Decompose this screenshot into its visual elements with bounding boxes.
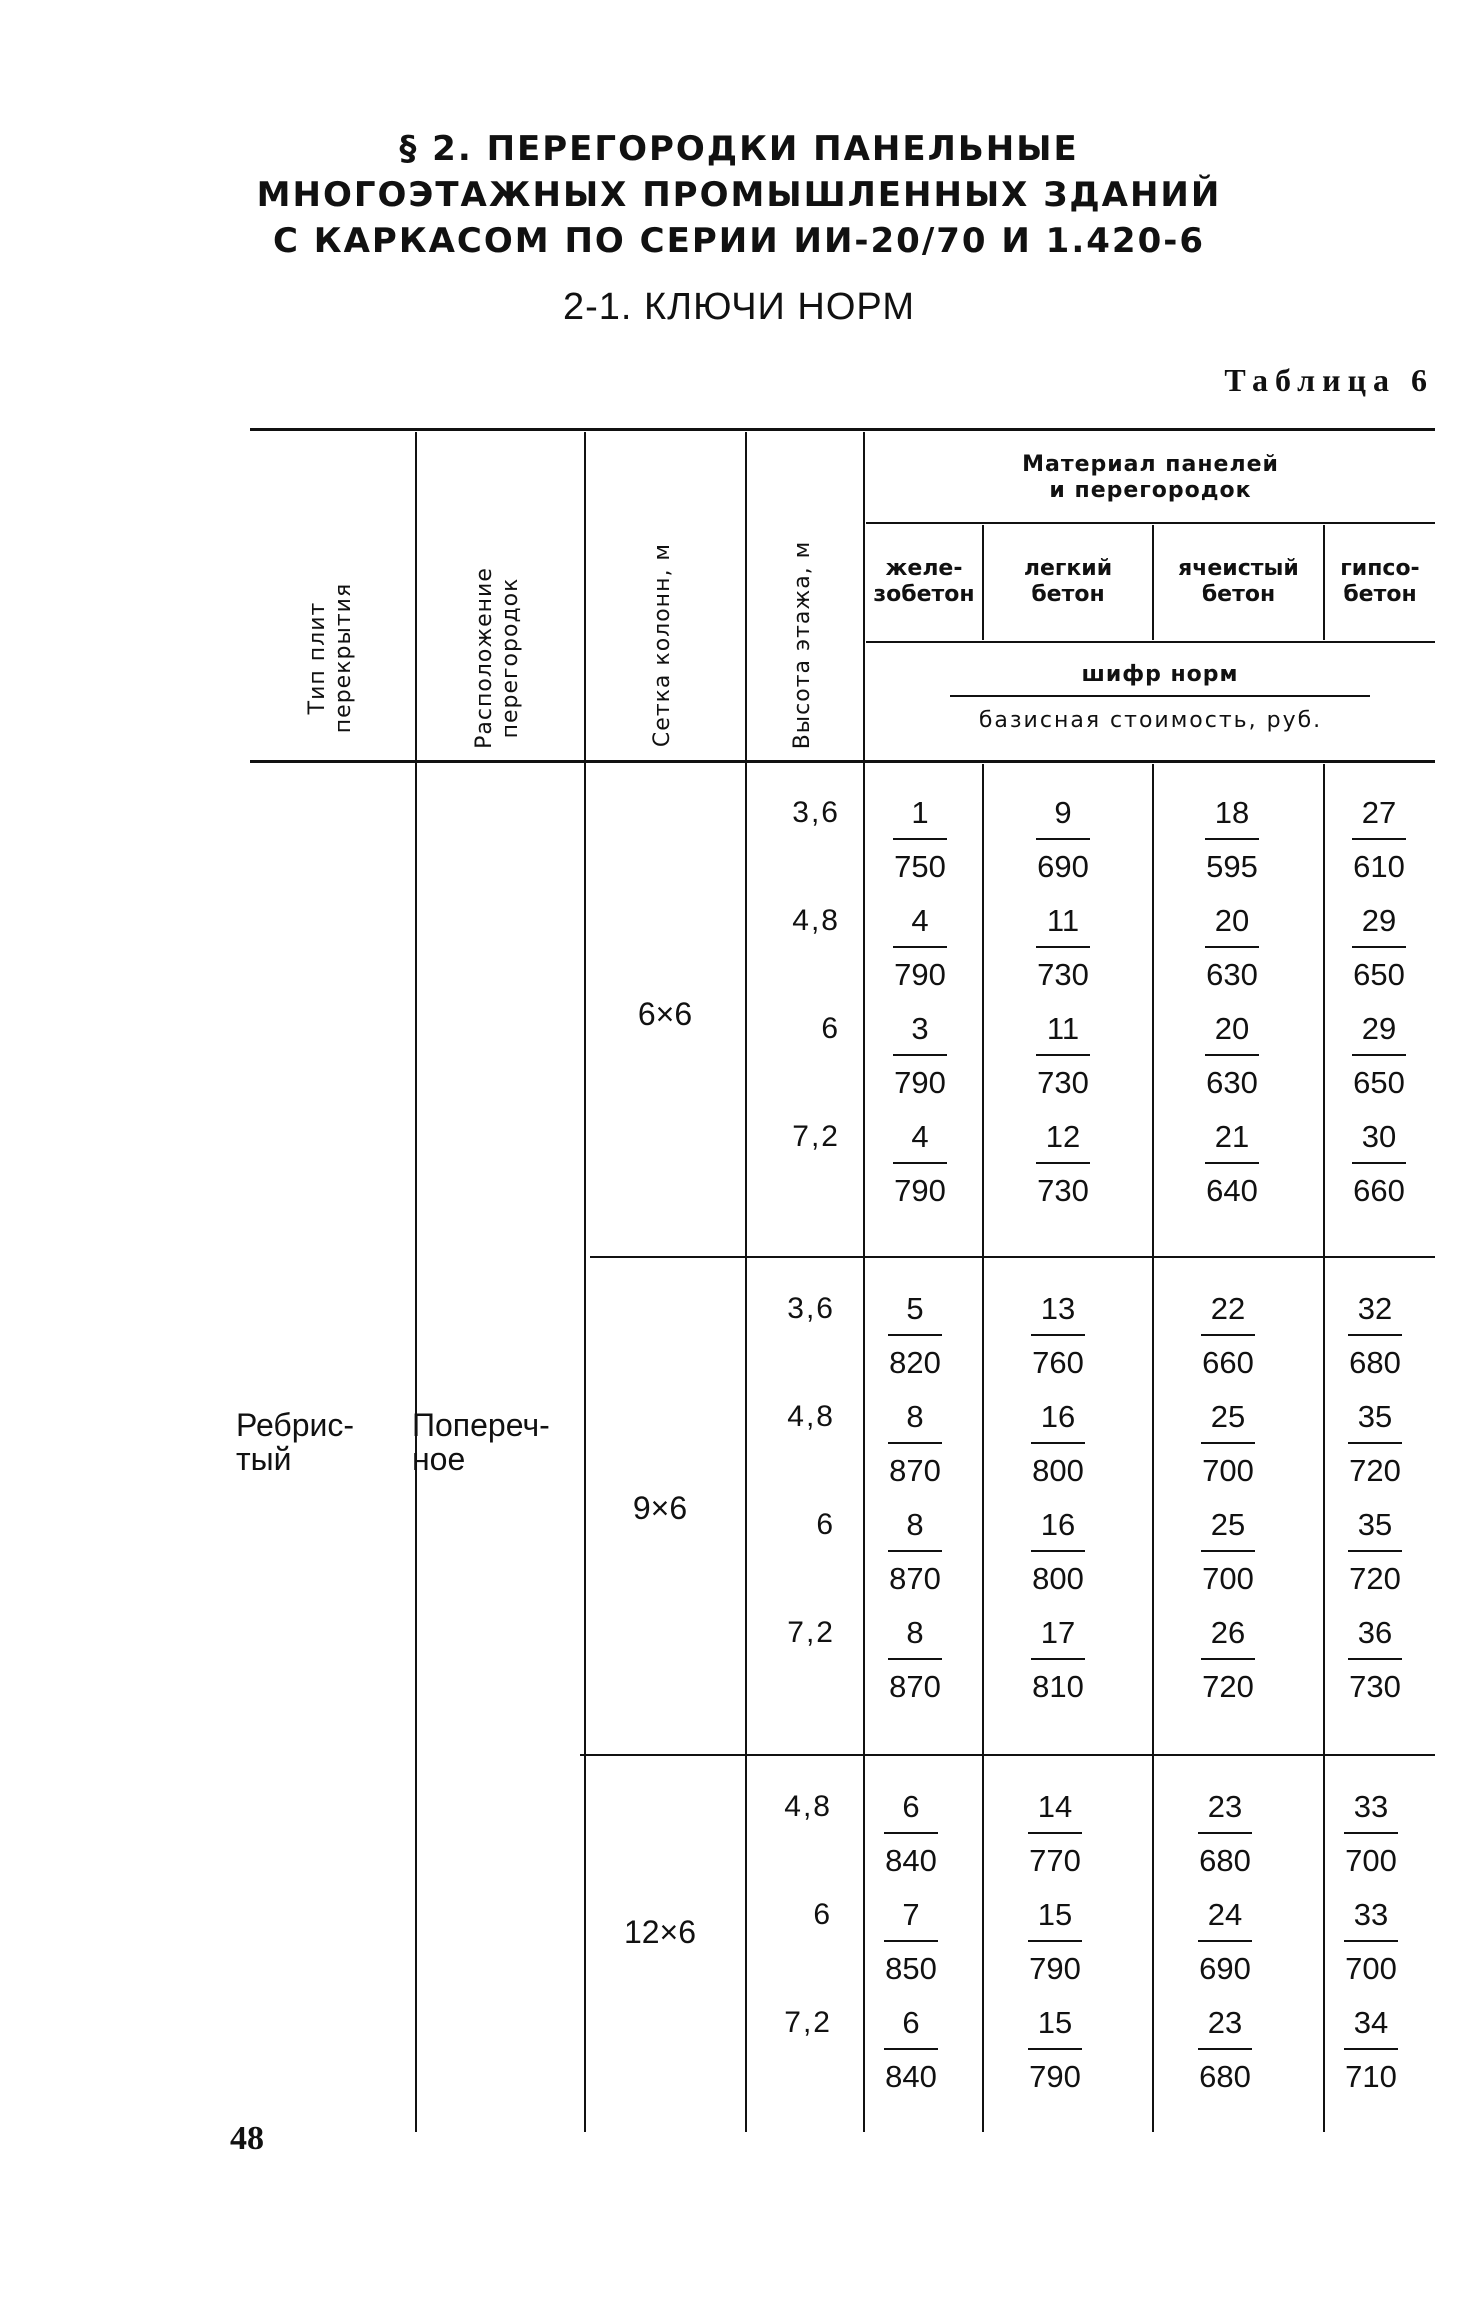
norm-code: 23 xyxy=(1207,1789,1243,1824)
base-cost: 595 xyxy=(1206,849,1258,884)
base-cost: 690 xyxy=(1037,849,1089,884)
base-cost: 730 xyxy=(1037,1065,1089,1100)
base-cost: 840 xyxy=(885,2059,937,2094)
fraction-bar xyxy=(1344,1832,1398,1834)
norm-entry xyxy=(1187,794,1277,886)
norm-code: 4 xyxy=(911,903,929,938)
norm-code: 29 xyxy=(1361,1011,1397,1046)
norm-code: 35 xyxy=(1357,1399,1393,1434)
norm-code: 16 xyxy=(1040,1507,1076,1542)
floor-height: 3,6 xyxy=(792,796,840,829)
norm-entry xyxy=(875,902,965,994)
fraction-bar xyxy=(888,1550,942,1552)
norm-entry xyxy=(870,1290,960,1382)
norm-code: 14 xyxy=(1037,1789,1073,1824)
norm-code: 34 xyxy=(1353,2005,1389,2040)
fraction-bar xyxy=(884,1940,938,1942)
fraction-bar xyxy=(888,1658,942,1660)
norm-entry xyxy=(1326,2004,1416,2096)
fraction-bar xyxy=(1036,838,1090,840)
norm-code: 11 xyxy=(1046,903,1080,938)
fraction-bar xyxy=(1344,2048,1398,2050)
fraction-bar xyxy=(1036,1162,1090,1164)
norm-code: 18 xyxy=(1214,795,1250,830)
fraction-bar xyxy=(1036,1054,1090,1056)
base-cost: 790 xyxy=(894,957,946,992)
norm-entry xyxy=(1013,1614,1103,1706)
base-cost: 870 xyxy=(889,1561,941,1596)
norm-entry xyxy=(1187,902,1277,994)
norm-code: 11 xyxy=(1046,1011,1080,1046)
fraction-bar xyxy=(1198,1940,1252,1942)
header-column-grid: Сетка колонн, м xyxy=(650,542,675,748)
norm-entry xyxy=(1013,1398,1103,1490)
norm-code: 33 xyxy=(1353,1789,1389,1824)
base-cost: 800 xyxy=(1032,1561,1084,1596)
norm-entry xyxy=(866,1788,956,1880)
fraction-bar xyxy=(1031,1658,1085,1660)
norm-entry xyxy=(1010,1788,1100,1880)
material-rule xyxy=(866,522,1435,524)
fraction-bar xyxy=(893,1162,947,1164)
floor-height: 4,8 xyxy=(784,1790,832,1823)
base-cost: 840 xyxy=(885,1843,937,1878)
base-cost: 700 xyxy=(1202,1453,1254,1488)
norm-entry xyxy=(1180,1788,1270,1880)
norm-code: 32 xyxy=(1357,1291,1393,1326)
table-top-rule xyxy=(250,428,1435,431)
row-label-placement: Попереч- ное xyxy=(412,1407,550,1477)
base-cost: 760 xyxy=(1032,1345,1084,1380)
fraction-bar xyxy=(893,946,947,948)
base-cost: 700 xyxy=(1202,1561,1254,1596)
section-heading xyxy=(0,126,1478,264)
norm-code: 25 xyxy=(1210,1399,1246,1434)
base-cost: 700 xyxy=(1345,1843,1397,1878)
fraction-bar xyxy=(1031,1334,1085,1336)
base-cost: 710 xyxy=(1345,2059,1397,2094)
base-cost: 660 xyxy=(1353,1173,1405,1208)
fraction-bar xyxy=(1201,1550,1255,1552)
base-cost: 630 xyxy=(1206,1065,1258,1100)
header-material-lightweight-concrete: легкий бетон xyxy=(1023,556,1113,607)
norm-entry xyxy=(1018,902,1108,994)
norm-code: 16 xyxy=(1040,1399,1076,1434)
fraction-bar xyxy=(1028,1832,1082,1834)
fraction-bar xyxy=(1036,946,1090,948)
base-cost: 820 xyxy=(889,1345,941,1380)
group-rule-2 xyxy=(580,1754,1435,1756)
base-cost: 680 xyxy=(1349,1345,1401,1380)
norm-code: 21 xyxy=(1214,1119,1250,1154)
norm-entry xyxy=(1183,1506,1273,1598)
norm-entry xyxy=(1326,1896,1416,1988)
norm-code: 26 xyxy=(1210,1615,1246,1650)
norm-entry xyxy=(1187,1010,1277,1102)
norm-entry xyxy=(875,1010,965,1102)
fraction-bar xyxy=(1031,1442,1085,1444)
base-cost: 730 xyxy=(1037,1173,1089,1208)
base-cost: 720 xyxy=(1349,1561,1401,1596)
base-cost: 870 xyxy=(889,1453,941,1488)
col-divider-4 xyxy=(863,432,865,2132)
norm-code: 33 xyxy=(1353,1897,1389,1932)
base-cost: 770 xyxy=(1029,1843,1081,1878)
base-cost: 690 xyxy=(1199,1951,1251,1986)
column-grid-label: 6×6 xyxy=(637,996,693,1032)
norm-entry xyxy=(1334,794,1424,886)
base-cost: 640 xyxy=(1206,1173,1258,1208)
norm-entry xyxy=(866,2004,956,2096)
norm-entry xyxy=(1330,1614,1420,1706)
norm-entry xyxy=(1330,1506,1420,1598)
norm-code: 3 xyxy=(911,1011,929,1046)
norm-entry xyxy=(1180,2004,1270,2096)
base-cost: 750 xyxy=(894,849,946,884)
norm-code: 1 xyxy=(911,795,929,830)
data-divider-3 xyxy=(1323,764,1325,2132)
fraction-bar xyxy=(1028,1940,1082,1942)
norm-entry xyxy=(1018,794,1108,886)
header-bottom-rule xyxy=(250,760,1435,763)
norm-entry xyxy=(1183,1290,1273,1382)
base-cost: 700 xyxy=(1345,1951,1397,1986)
norm-entry xyxy=(875,1118,965,1210)
fraction-bar xyxy=(1198,2048,1252,2050)
base-cost: 660 xyxy=(1202,1345,1254,1380)
norm-entry xyxy=(1013,1290,1103,1382)
norm-code: 30 xyxy=(1361,1119,1397,1154)
floor-height: 3,6 xyxy=(787,1292,835,1325)
norm-code: 8 xyxy=(906,1399,924,1434)
table-label: Таблица 6 xyxy=(1224,362,1434,398)
norm-code: 7 xyxy=(902,1897,920,1932)
data-divider-1 xyxy=(982,764,984,2132)
fraction-bar xyxy=(1352,1162,1406,1164)
page-number: 48 xyxy=(230,2120,264,2157)
group-rule-1 xyxy=(590,1256,1435,1258)
base-cost: 720 xyxy=(1349,1453,1401,1488)
header-norm-code: шифр норм xyxy=(1081,662,1239,687)
base-cost: 730 xyxy=(1349,1669,1401,1704)
data-divider-2 xyxy=(1152,764,1154,2132)
norm-code: 6 xyxy=(902,2005,920,2040)
norm-code: 29 xyxy=(1361,903,1397,938)
fraction-bar xyxy=(1205,1162,1259,1164)
fraction-bar xyxy=(1352,838,1406,840)
floor-height: 7,2 xyxy=(792,1120,840,1153)
base-cost: 680 xyxy=(1199,2059,1251,2094)
fraction-bar xyxy=(1344,1940,1398,1942)
norm-code: 36 xyxy=(1357,1615,1393,1650)
header-floor-height: Высота этажа, м xyxy=(790,540,815,750)
norm-code: 5 xyxy=(906,1291,924,1326)
fraction-bar xyxy=(888,1334,942,1336)
subsection-heading: 2-1. КЛЮЧИ НОРМ xyxy=(562,286,915,328)
norm-entry xyxy=(1334,1010,1424,1102)
heading-line-2: МНОГОЭТАЖНЫХ ПРОМЫШЛЕННЫХ ЗДАНИЙ xyxy=(256,175,1222,215)
fraction-bar xyxy=(1352,946,1406,948)
base-cost: 650 xyxy=(1353,957,1405,992)
norm-entry xyxy=(875,794,965,886)
fraction-bar xyxy=(1352,1054,1406,1056)
floor-height: 4,8 xyxy=(787,1400,835,1433)
norm-entry xyxy=(1183,1614,1273,1706)
norm-entry xyxy=(1326,1788,1416,1880)
base-cost: 850 xyxy=(885,1951,937,1986)
norm-code: 27 xyxy=(1361,795,1397,830)
fraction-bar xyxy=(1205,838,1259,840)
header-slab-type: Тип плит перекрытия xyxy=(305,582,356,734)
floor-height: 6 xyxy=(816,1508,835,1541)
norm-entry xyxy=(866,1896,956,1988)
norm-entry xyxy=(870,1614,960,1706)
norm-entry xyxy=(870,1398,960,1490)
norm-entry xyxy=(870,1506,960,1598)
floor-height: 7,2 xyxy=(784,2006,832,2039)
heading-line-1: § 2. ПЕРЕГОРОДКИ ПАНЕЛЬНЫЕ xyxy=(399,129,1079,169)
floor-height: 7,2 xyxy=(787,1616,835,1649)
base-cost: 650 xyxy=(1353,1065,1405,1100)
base-cost: 720 xyxy=(1202,1669,1254,1704)
norm-code: 25 xyxy=(1210,1507,1246,1542)
col-divider-1 xyxy=(415,432,417,2132)
header-placement: Расположение перегородок xyxy=(472,567,523,749)
floor-height: 4,8 xyxy=(792,904,840,937)
norm-code: 20 xyxy=(1214,903,1250,938)
header-base-cost: базисная стоимость, руб. xyxy=(978,708,1323,733)
base-cost: 680 xyxy=(1199,1843,1251,1878)
fraction-bar xyxy=(1201,1442,1255,1444)
norm-code: 8 xyxy=(906,1507,924,1542)
fraction-bar xyxy=(1031,1550,1085,1552)
col-divider-2 xyxy=(584,432,586,2132)
norm-entry xyxy=(1010,1896,1100,1988)
fraction-bar xyxy=(1198,1832,1252,1834)
base-cost: 790 xyxy=(894,1065,946,1100)
fraction-bar xyxy=(888,1442,942,1444)
fraction-bar xyxy=(893,838,947,840)
base-cost: 730 xyxy=(1037,957,1089,992)
fraction-bar xyxy=(884,1832,938,1834)
heading-line-3: С КАРКАСОМ ПО СЕРИИ ИИ-20/70 И 1.420-6 xyxy=(273,221,1205,261)
norm-entry xyxy=(1183,1398,1273,1490)
norm-code: 15 xyxy=(1037,1897,1073,1932)
floor-height: 6 xyxy=(821,1012,840,1045)
norm-code: 6 xyxy=(902,1789,920,1824)
fraction-bar xyxy=(1201,1658,1255,1660)
norm-entry xyxy=(1010,2004,1100,2096)
fraction-bar xyxy=(893,1054,947,1056)
header-material-reinforced-concrete: желе- зобетон xyxy=(873,556,975,607)
row-label-slab-type: Ребрис- тый xyxy=(236,1407,355,1477)
norm-entry xyxy=(1334,1118,1424,1210)
material-names-rule xyxy=(866,641,1435,643)
fraction-bar xyxy=(1348,1334,1402,1336)
header-material-gypsum-concrete: гипсо- бетон xyxy=(1340,556,1420,607)
norm-code: 15 xyxy=(1037,2005,1073,2040)
norm-code: 9 xyxy=(1054,795,1072,830)
norm-entry xyxy=(1180,1896,1270,1988)
code-rule xyxy=(950,695,1370,697)
norm-code: 22 xyxy=(1210,1291,1246,1326)
base-cost: 610 xyxy=(1353,849,1405,884)
fraction-bar xyxy=(1348,1658,1402,1660)
fraction-bar xyxy=(1205,946,1259,948)
norm-entry xyxy=(1018,1010,1108,1102)
fraction-bar xyxy=(884,2048,938,2050)
norm-code: 20 xyxy=(1214,1011,1250,1046)
base-cost: 790 xyxy=(1029,2059,1081,2094)
fraction-bar xyxy=(1028,2048,1082,2050)
norm-code: 35 xyxy=(1357,1507,1393,1542)
norm-entry xyxy=(1334,902,1424,994)
fraction-bar xyxy=(1201,1334,1255,1336)
norm-code: 8 xyxy=(906,1615,924,1650)
base-cost: 790 xyxy=(1029,1951,1081,1986)
norm-entry xyxy=(1018,1118,1108,1210)
norm-entry xyxy=(1013,1506,1103,1598)
norm-code: 23 xyxy=(1207,2005,1243,2040)
norm-code: 13 xyxy=(1040,1291,1076,1326)
base-cost: 800 xyxy=(1032,1453,1084,1488)
fraction-bar xyxy=(1205,1054,1259,1056)
base-cost: 810 xyxy=(1032,1669,1084,1704)
column-grid-label: 12×6 xyxy=(623,1914,697,1950)
norm-code: 17 xyxy=(1040,1615,1076,1650)
norm-code: 24 xyxy=(1207,1897,1243,1932)
norm-entry xyxy=(1330,1290,1420,1382)
header-material-cellular-concrete: ячеистый бетон xyxy=(1178,556,1299,607)
floor-height: 6 xyxy=(813,1898,832,1931)
col-divider-3 xyxy=(745,432,747,2132)
norm-code: 4 xyxy=(911,1119,929,1154)
header-material: Материал панелей и перегородок xyxy=(1022,452,1279,503)
fraction-bar xyxy=(1348,1442,1402,1444)
column-grid-label: 9×6 xyxy=(632,1490,688,1526)
norm-code: 12 xyxy=(1045,1119,1081,1154)
fraction-bar xyxy=(1348,1550,1402,1552)
base-cost: 790 xyxy=(894,1173,946,1208)
norm-entry xyxy=(1330,1398,1420,1490)
base-cost: 630 xyxy=(1206,957,1258,992)
base-cost: 870 xyxy=(889,1669,941,1704)
norm-entry xyxy=(1187,1118,1277,1210)
